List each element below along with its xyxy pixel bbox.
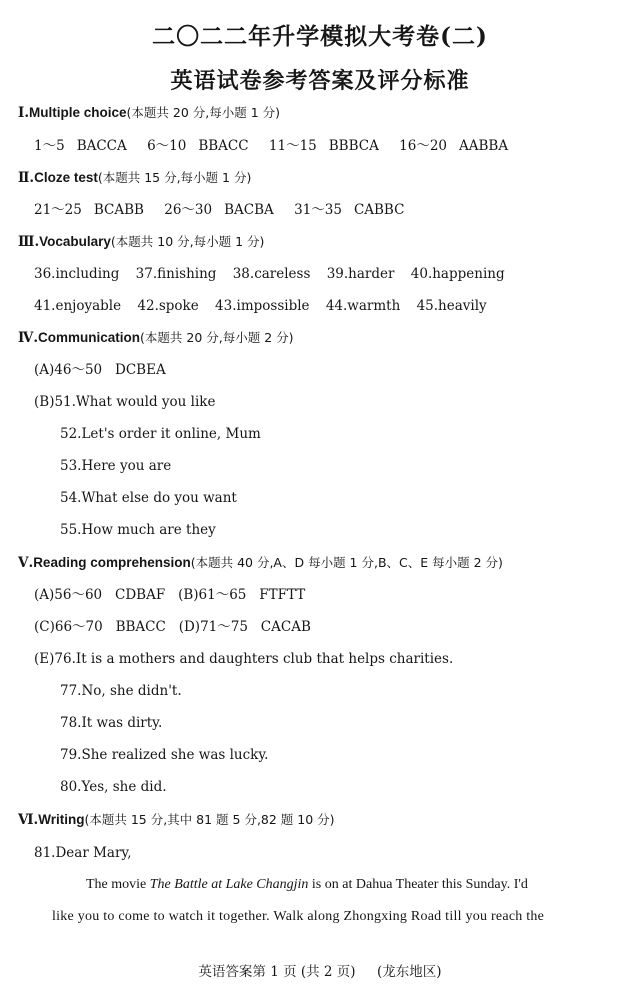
section-name: Writing (38, 812, 85, 827)
section-number: Ⅰ. (18, 105, 30, 121)
vocab-answer: 36.including (34, 266, 120, 282)
paragraph-text: is on at Dahua Theater this Sunday. I'd (308, 877, 528, 892)
reading-answers-cd: (C)66～70 BBACC (D)71～75 CACAB (34, 619, 311, 635)
section-number: Ⅴ. (18, 555, 34, 571)
vocab-answer: 37.finishing (135, 266, 217, 282)
reading-answer: 77.No, she didn't. (60, 683, 182, 699)
communication-answer: 52.Let's order it online, Mum (60, 426, 261, 442)
communication-part-a: (A)46～50 DCBEA (34, 362, 166, 378)
writing-paragraph-line2: like you to come to watch it together. Walk along Zhongxing Road till you reach the (52, 909, 545, 924)
answer-range: 6～10 (147, 138, 187, 154)
section-name: Communication (38, 330, 141, 345)
section-scoring-note: (本题共 40 分,A、D 每小题 1 分,B、C、E 每小题 2 分) (190, 555, 503, 570)
section-header-communication (18, 329, 294, 347)
vocab-answer: 40.happening (410, 266, 505, 282)
writing-paragraph-line1 (86, 876, 528, 894)
section-name: Reading comprehension (33, 555, 191, 570)
section-scoring-note: (本题共 15 分,每小题 1 分) (97, 170, 252, 185)
reading-answers-ab: (A)56～60 CDBAF (B)61～65 FTFTT (34, 587, 306, 603)
section-scoring-note: (本题共 20 分,每小题 2 分) (140, 330, 294, 345)
section-header-vocabulary (18, 233, 264, 251)
section-header-writing (18, 811, 335, 829)
vocab-answer: 39.harder (326, 266, 395, 282)
multiple-choice-answers (34, 137, 524, 155)
vocab-answer: 43.impossible (215, 298, 310, 314)
reading-part-e: (E)76.It is a mothers and daughters club that helps charities. (34, 651, 454, 667)
answer-key-title: 英语试卷参考答案及评分标准 (170, 68, 470, 94)
section-scoring-note: (本题共 10 分,每小题 1 分) (110, 234, 265, 249)
answer-range: 11～15 (268, 138, 317, 154)
communication-answer: 53.Here you are (60, 458, 172, 474)
communication-answer: 55.How much are they (60, 522, 216, 538)
exam-title: 二〇二二年升学模拟大考卷(二) (152, 23, 488, 50)
answer-key: BCABB (93, 202, 144, 218)
vocab-answer: 41.enjoyable (34, 298, 122, 314)
reading-answer: 79.She realized she was lucky. (60, 747, 269, 763)
answer-key: BBACC (198, 138, 249, 154)
answer-range: 26～30 (164, 202, 213, 218)
paragraph-text: The movie (86, 877, 150, 892)
answer-range: 16～20 (399, 138, 447, 154)
section-header-multiple-choice (18, 104, 280, 122)
cloze-answers (34, 201, 420, 219)
vocab-answer: 38.careless (232, 266, 311, 282)
answer-range: 21～25 (34, 202, 82, 218)
reading-answer: 80.Yes, she did. (60, 779, 167, 795)
section-name: Multiple choice (29, 105, 127, 120)
page-footer: 英语答案第 1 页 (共 2 页) (龙东地区) (198, 964, 442, 980)
section-scoring-note: (本题共 20 分,每小题 1 分) (126, 105, 281, 120)
section-header-reading (18, 554, 503, 572)
vocab-answer: 45.heavily (416, 298, 487, 314)
section-scoring-note: (本题共 15 分,其中 81 题 5 分,82 题 10 分) (84, 812, 335, 827)
section-name: Vocabulary (39, 234, 111, 249)
answer-key: CABBC (353, 202, 405, 218)
answer-key: AABBA (459, 138, 509, 154)
answer-key: BACBA (224, 202, 274, 218)
section-name: Cloze test (34, 170, 98, 185)
section-number: Ⅱ. (18, 170, 35, 186)
section-number: Ⅳ. (18, 330, 39, 346)
vocab-answer: 42.spoke (137, 298, 199, 314)
section-number: Ⅵ. (18, 812, 39, 828)
communication-answer: 54.What else do you want (60, 490, 237, 506)
communication-part-b: (B)51.What would you like (34, 394, 216, 410)
section-header-cloze-test (18, 169, 251, 187)
vocabulary-answers-row1 (34, 265, 517, 283)
answer-key: BBBCA (328, 138, 379, 154)
vocab-answer: 44.warmth (325, 298, 401, 314)
section-number: Ⅲ. (18, 234, 40, 250)
answer-range: 1～5 (34, 138, 65, 154)
writing-salutation: 81.Dear Mary, (34, 845, 132, 861)
answer-range: 31～35 (294, 202, 342, 218)
movie-title: The Battle at Lake Changjin (149, 877, 309, 892)
answer-key: BACCA (76, 138, 127, 154)
reading-answer: 78.It was dirty. (60, 715, 163, 731)
vocabulary-answers-row2 (34, 297, 499, 315)
